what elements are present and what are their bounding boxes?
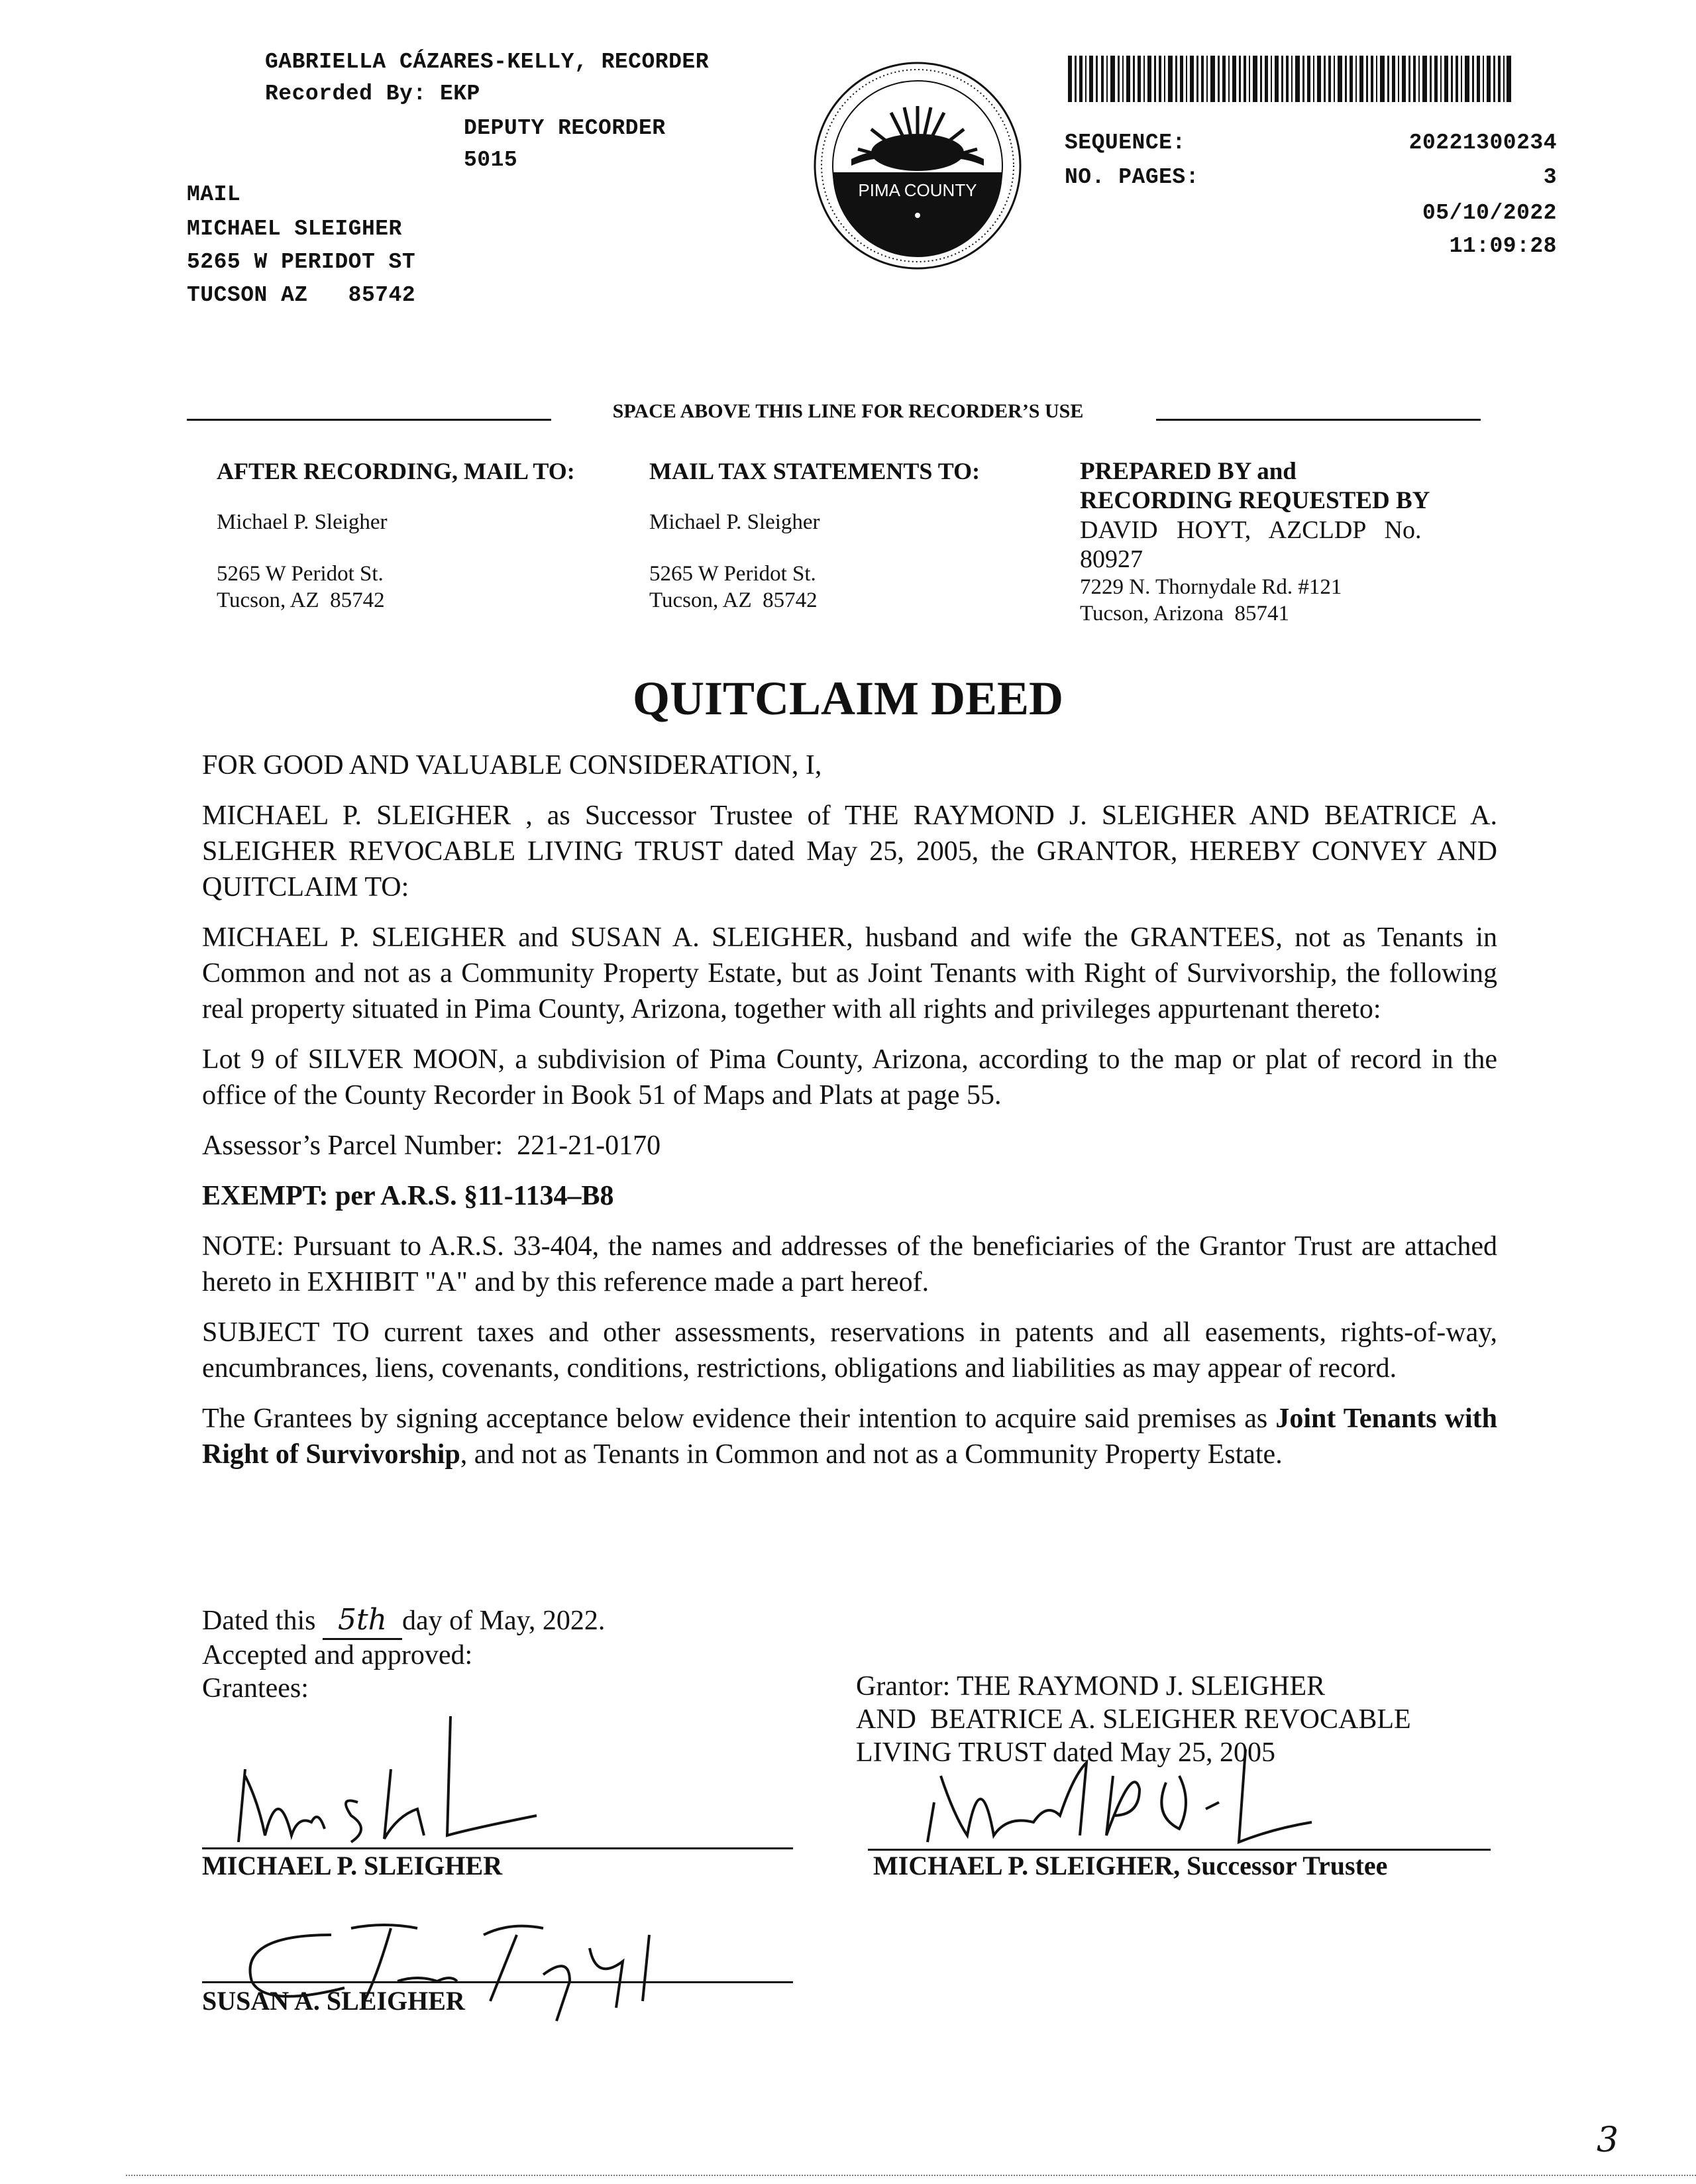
mail-city: TUCSON AZ 85742 [187,283,416,307]
prepared-by-heading: PREPARED BY and [1080,458,1297,485]
tax-statements-heading: MAIL TAX STATEMENTS TO: [649,458,980,484]
accepted-line: Accepted and approved: [202,1640,473,1670]
recording-date: 05/10/2022 [1422,201,1557,225]
grantor-signer [873,1850,1387,1882]
consideration-paragraph: FOR GOOD AND VALUABLE CONSIDERATION, I, [202,750,822,781]
acceptance-bold: Joint Tenants with Right of Survivorship [202,1403,1497,1470]
grantees-label: Grantees: [202,1673,309,1704]
grantor-line-3: LIVING TRUST dated May 25, 2005 [856,1737,1276,1768]
barcode [1068,56,1512,102]
grantor-signature [914,1736,1338,1855]
grantee-1-name: MICHAEL P. SLEIGHER [202,1851,503,1881]
dated-day: 5th [323,1602,402,1640]
deputy-recorder: DEPUTY RECORDER [464,116,666,140]
after-recording-column [217,457,627,614]
seal-label: PIMA COUNTY [858,180,977,200]
divider-right [1156,419,1481,421]
mail-name: MICHAEL SLEIGHER [187,217,402,241]
deputy-number: 5015 [464,148,518,172]
tax-statements-name: Michael P. Sleigher [649,510,820,534]
prepared-by-column [1080,457,1484,627]
prepared-by-name: DAVID HOYT, AZCLDP No. [1080,516,1422,544]
pages-value: 3 [1543,165,1557,190]
parcel-number: Assessor’s Parcel Number: 221-21-0170 [202,1130,661,1161]
page-mark: 3 [1597,2120,1619,2160]
dated-suffix: day of May, 2022. [401,1606,606,1636]
tax-statements-city: Tucson, AZ 85742 [649,588,818,612]
acceptance-text-1: The Grantees by signing acceptance below evidence their intention to acquire said premises as [202,1403,1276,1434]
prepared-by-city: Tucson, Arizona 85741 [1080,602,1289,626]
pages-label: NO. PAGES: [1065,165,1200,190]
grantor-paragraph: MICHAEL P. SLEIGHER , as Successor Trustee of THE RAYMOND J. SLEIGHER AND BEATRICE A. SLEIGHER REVOCABLE LIVING TRUST dated May 25, 2005, the GRANTOR, HEREBY CONVEY AND QUITCLAIM TO: [202,800,1497,902]
exempt-line: EXEMPT: per A.R.S. §11-1134–B8 [202,1181,614,1211]
recorded-by-label: Recorded By: [265,82,427,106]
legal-description: Lot 9 of SILVER MOON, a subdivision of Pima County, Arizona, according to the map or plat of record in the office of the County Recorder in Book 51 of Maps and Plats at page 55. [202,1044,1497,1111]
acceptance-paragraph [202,1401,1497,1472]
recording-time: 11:09:28 [1449,234,1557,258]
after-recording-name: Michael P. Sleigher [217,510,388,534]
deed-title: QUITCLAIM DEED [632,672,1064,725]
sequence-value: 20221300234 [1408,131,1557,155]
grantee-2-name: SUSAN A. SLEIGHER [202,1986,465,2016]
subject-to-paragraph: SUBJECT TO current taxes and other assessments, reservations in patents and all easements, rights-of-way, encumbrances, liens, covenants, conditions, restrictions, obligations and liabilities as may appear of record. [202,1317,1497,1384]
grantor-line-2: AND BEATRICE A. SLEIGHER REVOCABLE [856,1704,1411,1735]
county-seal-icon [812,60,1024,272]
barcode-icon [1068,56,1512,102]
county-seal [812,60,1024,272]
grantor-signer-name: MICHAEL P. SLEIGHER [873,1851,1174,1881]
after-recording-city: Tucson, AZ 85742 [217,588,385,612]
recorded-by-value: EKP [439,82,480,106]
tax-statements-street: 5265 W Peridot St. [649,562,816,586]
recorder-use-line: SPACE ABOVE THIS LINE FOR RECORDER’S USE [612,400,1084,422]
beneficiaries-note: NOTE: Pursuant to A.R.S. 33-404, the names and addresses of the beneficiaries of the Grantor Trust are attached hereto in EXHIBIT "A" and by this reference made a part hereof. [202,1231,1497,1297]
after-recording-heading: AFTER RECORDING, MAIL TO: [217,458,575,484]
sequence-label: SEQUENCE: [1065,131,1186,155]
grantee-1-signature [219,1716,563,1849]
prepared-by-number: 80927 [1080,545,1143,573]
after-recording-street: 5265 W Peridot St. [217,562,384,586]
recorder-name: GABRIELLA CÁZARES-KELLY, RECORDER [265,50,710,74]
grantor-line-1: Grantor: THE RAYMOND J. SLEIGHER [856,1671,1326,1702]
grantee-2-line [202,1981,793,1983]
acceptance-text-2: , and not as Tenants in Common and not as a Community Property Estate. [460,1439,1283,1470]
mail-street: 5265 W PERIDOT ST [187,250,416,274]
mail-label: MAIL [187,182,241,207]
recording-requested-heading: RECORDING REQUESTED BY [1080,487,1430,514]
grantor-signer-title: , Successor Trustee [1173,1851,1388,1881]
divider-left [187,419,551,421]
grantees-paragraph: MICHAEL P. SLEIGHER and SUSAN A. SLEIGHER, husband and wife the GRANTEES, not as Tenants in Common and not as a Community Property Estate, but as Joint Tenants with Right of Survivorship, the following real property situated in Pima County, Arizona, together with all rights and privileges appurtenant thereto: [202,922,1497,1024]
dated-line [202,1602,605,1640]
prepared-by-street: 7229 N. Thornydale Rd. #121 [1080,575,1342,599]
deed-body [202,747,1497,1472]
tax-statements-column [649,457,1060,614]
scan-edge [126,2175,1696,2176]
grantee-1-line [202,1847,793,1849]
recorded-by [265,78,480,110]
dated-prefix: Dated this [202,1606,316,1636]
